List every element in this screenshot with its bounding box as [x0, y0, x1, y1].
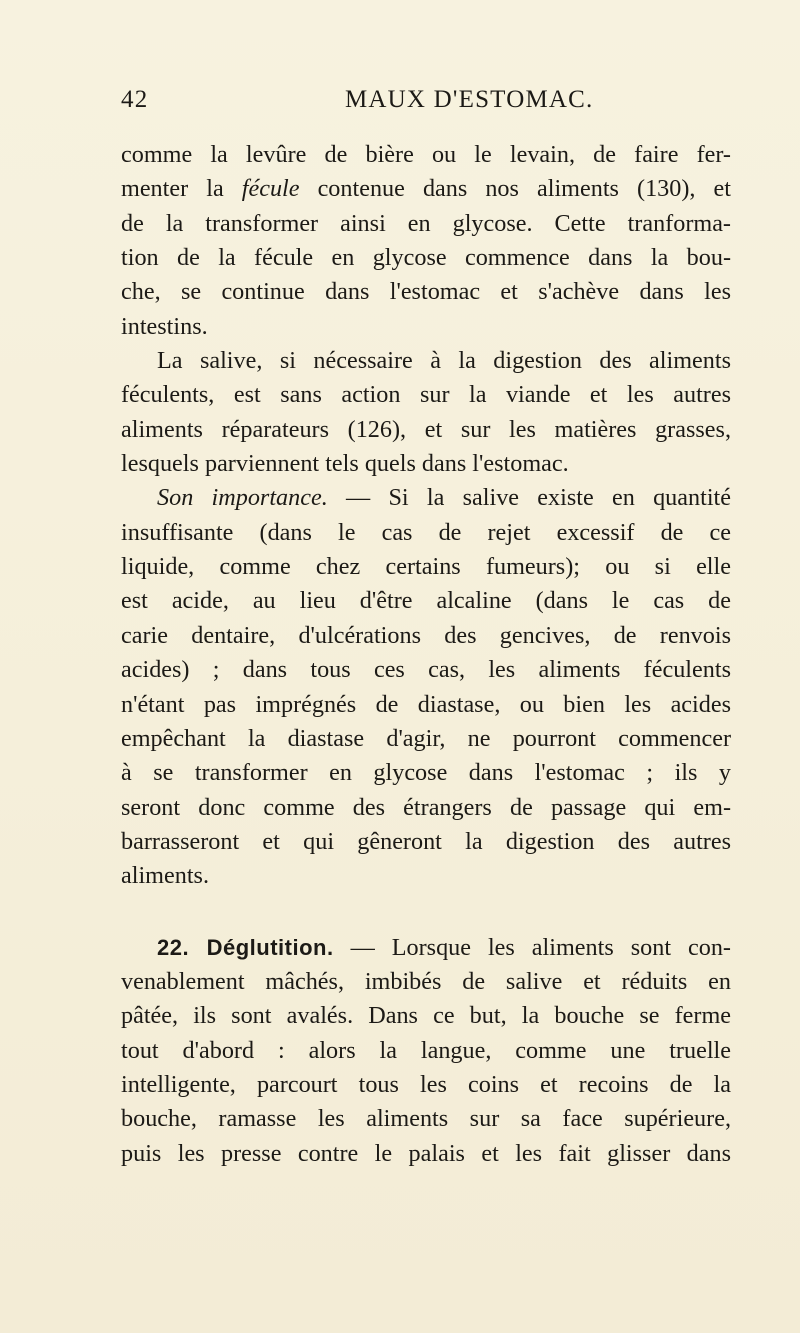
text-line: acides) ; dans tous ces cas, les aliments féculents [121, 656, 731, 684]
text-line: bouche, ramasse les aliments sur sa face supérieure, [121, 1105, 731, 1133]
text-line: tion de la fécule en glycose commence dans la bou- [121, 244, 731, 272]
text-line: est acide, au lieu d'être alcaline (dans le cas de [121, 587, 731, 615]
text-line: insuffisante (dans le cas de rejet excessif de ce [121, 518, 731, 546]
text-line: de la transformer ainsi en glycose. Cette tranforma- [121, 209, 731, 237]
text-line: tout d'abord : alors la langue, comme une truelle [121, 1036, 731, 1064]
text-line: intelligente, parcourt tous les coins et recoins de la [121, 1070, 731, 1098]
text-line: barrasseront et qui gêneront la digestion des autres [121, 827, 731, 855]
subsection-title: Son importance. [157, 484, 328, 512]
text-line: menter la fécule contenue dans nos aliments (130), et [121, 175, 731, 203]
section-spacer [121, 894, 731, 931]
running-title: MAUX D'ESTOMAC. [345, 86, 594, 113]
text-line: La salive, si nécessaire à la digestion des aliments [157, 347, 731, 375]
text-line: pâtée, ils sont avalés. Dans ce but, la bouche se ferme [121, 1002, 731, 1030]
text-line: venablement mâchés, imbibés de salive et réduits en [121, 967, 731, 995]
text-line: Son importance. — Si la salive existe en quantité [157, 484, 731, 512]
text-line: empêchant la diastase d'agir, ne pourront commencer [121, 724, 731, 752]
text-line: 22. Déglutition. — Lorsque les aliments sont con- [157, 933, 731, 961]
text-line: seront donc comme des étrangers de passage qui em- [121, 793, 731, 821]
section-heading: 22. Déglutition. [157, 934, 334, 960]
text-line: carie dentaire, d'ulcérations des gencives, de renvois [121, 621, 731, 649]
text-line: aliments réparateurs (126), et sur les matières grasses, [121, 415, 731, 443]
text-line: aliments. [121, 862, 209, 890]
text-line: che, se continue dans l'estomac et s'achève dans les [121, 278, 731, 306]
text-line: n'étant pas imprégnés de diastase, ou bien les acides [121, 690, 731, 718]
text-line: féculents, est sans action sur la viande et les autres [121, 381, 731, 409]
text-line: comme la levûre de bière ou le levain, de faire fer- [121, 141, 731, 168]
page-number: 42 [121, 86, 149, 113]
body-text [121, 138, 731, 1171]
text-line: liquide, comme chez certains fumeurs); ou si elle [121, 553, 731, 581]
italic-term: fécule [241, 175, 300, 203]
text-line: intestins. [121, 312, 208, 340]
text-line: à se transformer en glycose dans l'estomac ; ils y [121, 759, 731, 787]
text-line: puis les presse contre le palais et les fait glisser dans [121, 1139, 731, 1167]
page-header [121, 86, 731, 120]
text-line: lesquels parviennent tels quels dans l'estomac. [121, 450, 569, 478]
